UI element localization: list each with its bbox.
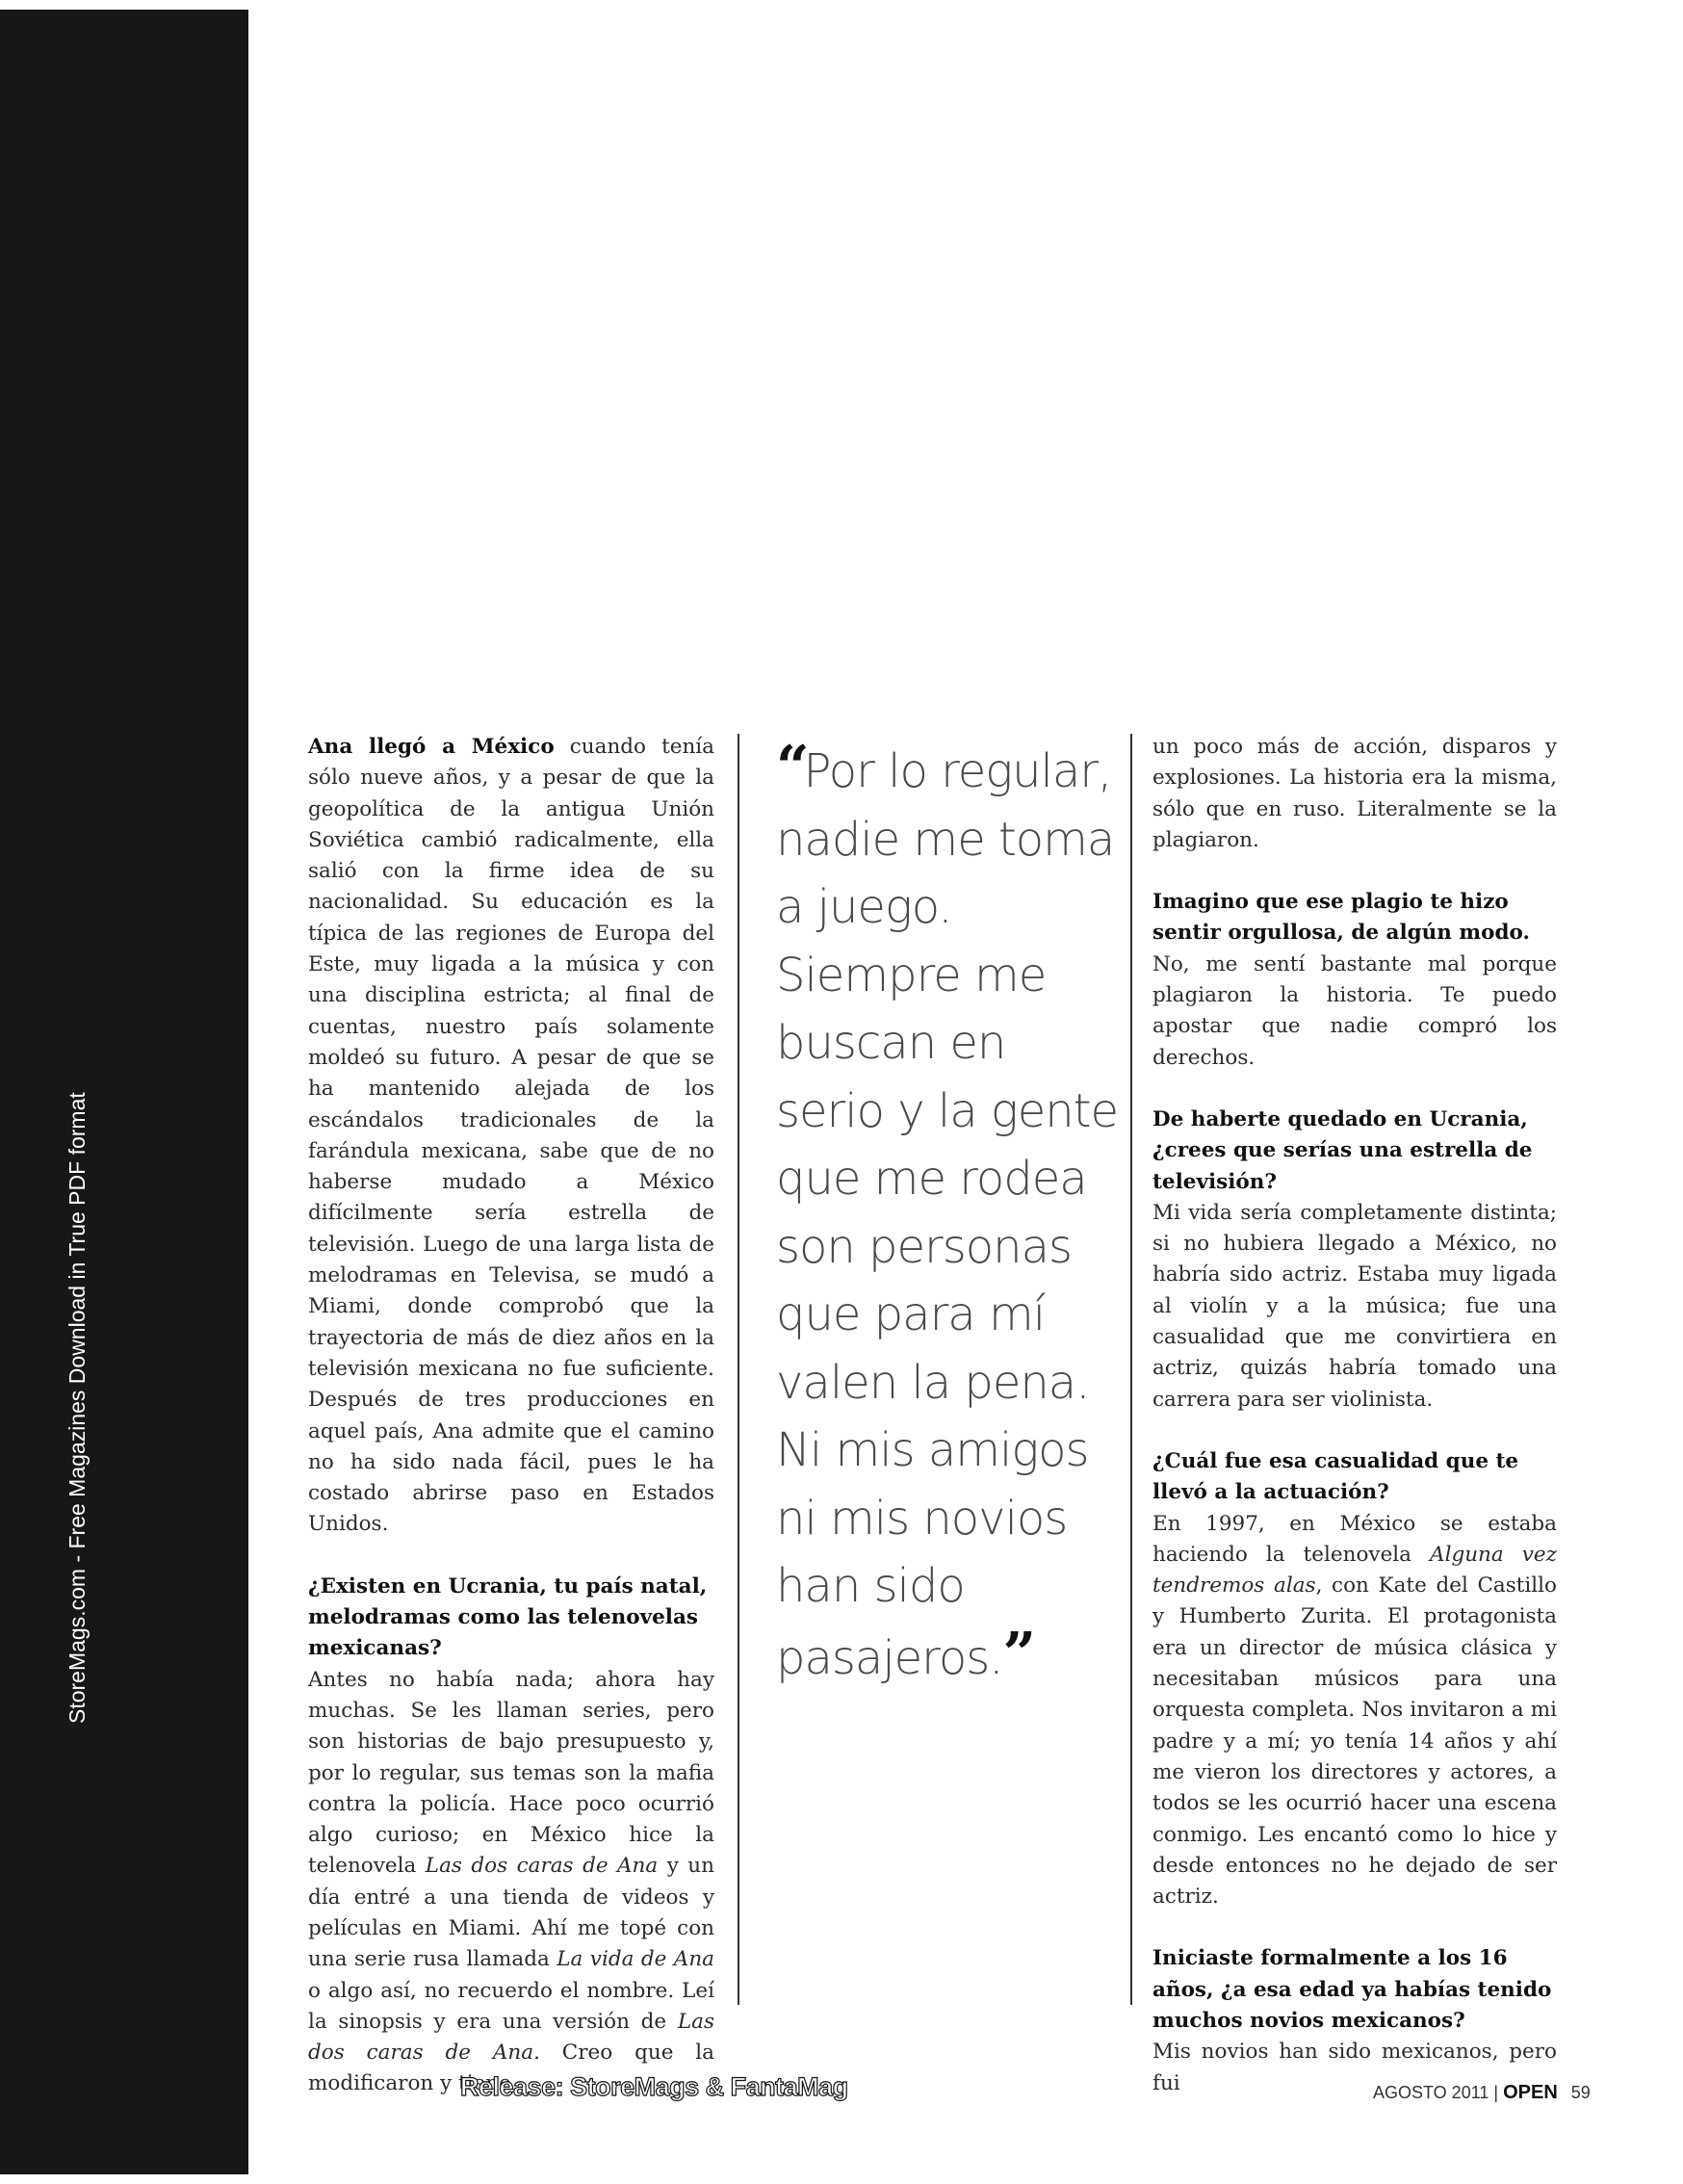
close-quote-mark: ”	[1002, 1620, 1030, 1688]
open-quote-mark: “	[776, 734, 804, 801]
column-divider-right	[1130, 734, 1132, 2005]
column-divider-left	[738, 734, 739, 2005]
magazine-name: OPEN	[1503, 2082, 1558, 2103]
question-acting-chance: ¿Cuál fue esa casualidad que te llevó a la actuación?	[1152, 1448, 1519, 1505]
continued-paragraph: un poco más de acción, disparos y explosiones. La historia era la misma, sólo que en ruso. Literalmente se la plagiaron.	[1152, 735, 1557, 852]
answer-acting-chance: En 1997, en México se estaba haciendo la telenovela Alguna vez tendremos alas, con Kate del Castillo y Humberto Zurita. El protagonista era un director de música clásica y necesitaban músicos para una orquesta completa. Nos invitaron a mi padre y a mí; yo tenía 14 años y ahí me vieron los directores y actores, a todos se les ocurrió hacer una escena conmigo. Les encantó como lo hice y desde entonces no he dejado de ser actriz.	[1152, 1511, 1557, 1910]
article-column-1	[308, 732, 714, 2100]
answer-plagiarism: No, me sentí bastante mal porque plagiaron la historia. Te puedo apostar que nadie compró los derechos.	[1152, 951, 1557, 1070]
pull-quote	[776, 734, 1123, 1692]
answer-boyfriends: Mis novios han sido mexicanos, pero fui	[1152, 2040, 1557, 2095]
question-plagiarism: Imagino que ese plagio te hizo sentir orgullosa, de algún modo.	[1152, 890, 1530, 946]
lead-in: Ana llegó a México	[308, 735, 555, 759]
sidebar-watermark-text: StoreMags.com - Free Magazines Download in True PDF format	[65, 1092, 90, 1724]
question-boyfriends: Iniciaste formalmente a los 16 años, ¿a esa edad ya habías tenido muchos novios mexicanos?	[1152, 1946, 1552, 2033]
article-column-3	[1152, 732, 1557, 2099]
page-number: 59	[1570, 2083, 1591, 2102]
left-dark-margin	[0, 10, 248, 2174]
question-ukraine-melodramas: ¿Existen en Ucrania, tu país natal, melodramas como las telenovelas mexicanas?	[308, 1573, 708, 1661]
answer-ukraine-melodramas: Antes no había nada; ahora hay muchas. Se les llaman series, pero son historias de bajo presupuesto y, por lo regular, sus temas son la mafia contra la policía. Hace poco ocurrió algo curioso; en México hice la telenovela Las dos caras de Ana y un día entré a una tienda de videos y películas en Miami. Ahí me topé con una serie rusa llamada La vida de Ana o algo así, no recuerdo el nombre. Leí la sinopsis y era una versión de Las dos caras de Ana. Creo que la modificaron y tiene	[308, 1667, 714, 2096]
release-credit: Release: StoreMags & FantaMag	[460, 2072, 848, 2101]
issue-date: AGOSTO 2011 |	[1373, 2083, 1504, 2102]
pull-quote-text: Por lo regular, nadie me toma a juego. Siempre me buscan en serio y la gente que me rodea son personas que para mí valen la pena. Ni mis amigos ni mis novios han sido pasajeros.	[776, 744, 1119, 1685]
page-folio	[1373, 2082, 1591, 2104]
question-stay-ukraine: De haberte quedado en Ucrania, ¿crees que serías una estrella de televisión?	[1152, 1106, 1533, 1194]
answer-stay-ukraine: Mi vida sería completamente distinta; si no hubiera llegado a México, no habría sido actriz. Estaba muy ligada al violín y a la música; fue una casualidad que me convirtiera en actriz, quizás habría tomado una carrera para ser violinista.	[1152, 1200, 1557, 1412]
intro-paragraph: Ana llegó a México cuando tenía sólo nueve años, y a pesar de que la geopolítica de la antigua Unión Soviética cambió radicalmente, ella salió con la firme idea de su nacionalidad. Su educación es la típica de las regiones de Europa del Este, muy ligada a la música y con una disciplina estricta; al final de cuentas, nuestro país solamente moldeó su futuro. A pesar de que se ha mantenido alejada de los escándalos tradicionales de la farándula mexicana, sabe que de no haberse mudado a México difícilmente sería estrella de televisión. Luego de una larga lista de melodramas en Televisa, se mudó a Miami, donde comprobó que la trayectoria de más de diez años en la televisión mexicana no fue suficiente. Después de tres producciones en aquel país, Ana admite que el camino no ha sido nada fácil, pues le ha costado abrirse paso en Estados Unidos.	[308, 735, 714, 1537]
